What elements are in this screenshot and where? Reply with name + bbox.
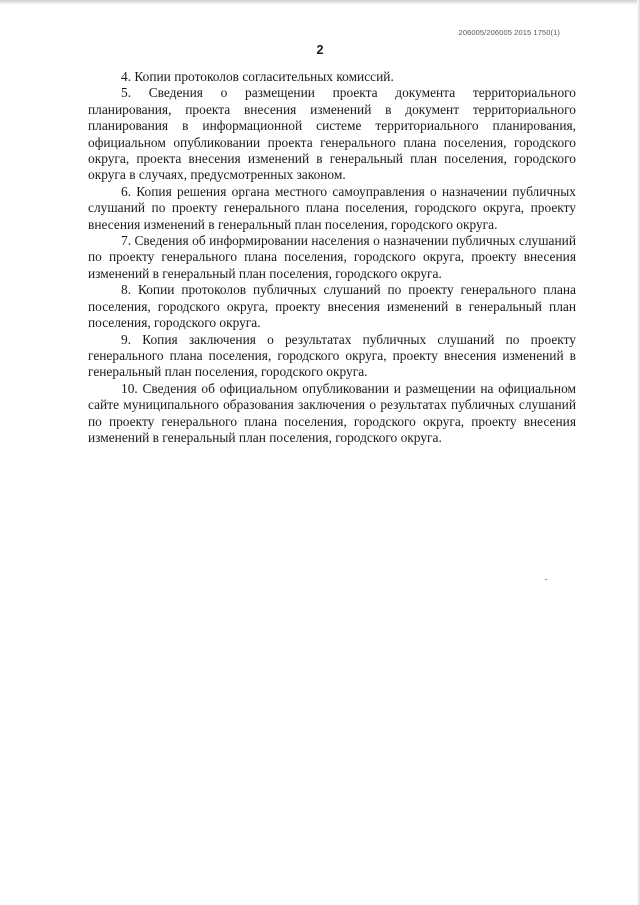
scan-top-edge	[0, 0, 640, 5]
paragraph-item-10: 10. Сведения об официальном опубликовании и размещении на официальном сайте муниципального образования заключения о результатах публичных слушаний по проекту генерального плана поселения, городского округа, проекту внесения изменений в генеральный план поселения, городского округа.	[88, 380, 576, 445]
paragraph-item-4: 4. Копии протоколов согласительных комиссий.	[121, 69, 394, 84]
paragraph-item-8: 8. Копии протоколов публичных слушаний по проекту генерального плана поселения, городского округа, проекту внесения изменений в генеральный план поселения, городского округа.	[88, 282, 576, 331]
document-registration-code: 206005/206005 2015 1750(1)	[458, 28, 560, 37]
document-body	[88, 69, 576, 446]
paragraph-item-5: 5. Сведения о размещении проекта документа территориального планирования, проекта внесения изменений в документ территориального планирования в информационной системе территориального планирования, официальном опубликовании проекта генерального плана поселения, городского округа, проекта внесения изменений в генеральный план поселения, городского округа в случаях, предусмотренных законом.	[88, 85, 576, 183]
page-number: 2	[316, 43, 324, 57]
scan-speck	[545, 579, 547, 580]
paragraph-item-6: 6. Копия решения органа местного самоуправления о назначении публичных слушаний по проекту генерального плана поселения, городского округа, проекту внесения изменений в генеральный план поселения, городского округа.	[88, 183, 576, 232]
paragraph-item-9: 9. Копия заключения о результатах публичных слушаний по проекту генерального плана поселения, городского округа, проекту внесения изменений в генеральный план поселения, городского округа.	[88, 331, 576, 380]
paragraph-item-7: 7. Сведения об информировании населения о назначении публичных слушаний по проекту генерального плана поселения, городского округа, проекту внесения изменений в генеральный план поселения, городского округа.	[88, 233, 576, 281]
